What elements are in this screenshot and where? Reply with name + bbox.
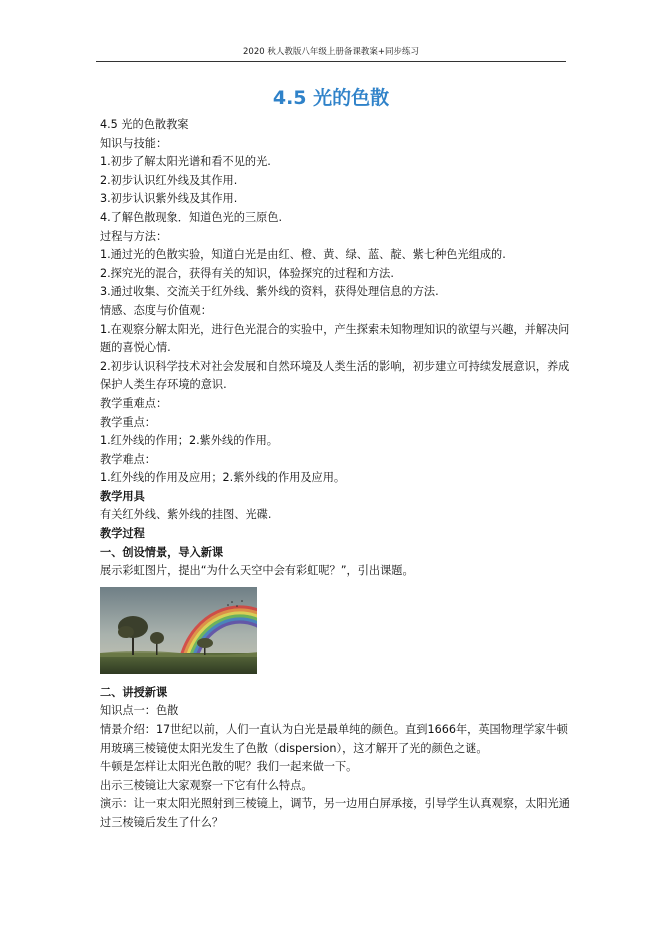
objective-item: 4.了解色散现象．知道色光的三原色. [100,210,283,224]
process-text: 展示彩虹图片，提出“为什么天空中会有彩虹呢？”，引出课题。 [100,564,414,578]
key-points-subheading: 教学重点： [100,415,156,429]
page-header: 2020 秋人教版八年级上册备课教案+同步练习 [243,47,419,57]
teach-line: 牛顿是怎样让太阳光色散的呢？我们一起来做一下。 [100,760,358,774]
objective-item: 3.初步认识紫外线及其作用. [100,192,238,206]
objective-heading-knowledge: 知识与技能： [100,136,168,150]
objective-item: 1.在观察分解太阳光，进行色光混合的实验中，产生探索未知物理知识的欲望与兴趣，并解决问题的喜悦心情. [100,322,570,355]
teach-line: 出示三棱镜让大家观察一下它有什么特点。 [100,778,313,792]
rainbow-photo [100,587,257,674]
objective-item: 2.探究光的混合，获得有关的知识，体验探究的过程和方法. [100,266,394,280]
process-heading: 教学过程 [100,527,145,541]
lesson-plan-title: 4.5 光的色散教案 [100,118,189,131]
process-subheading: 一、创设情景，导入新课 [100,545,224,559]
objective-heading-attitude: 情感、态度与价值观： [100,303,212,317]
objective-item: 2.初步认识红外线及其作用. [100,173,238,187]
tools-heading: 教学用具 [100,489,145,503]
objective-item: 3.通过收集、交流关于红外线、紫外线的资料，获得处理信息的方法. [100,285,439,299]
difficult-points-subheading: 教学难点： [100,452,156,466]
teach-heading: 二、讲授新课 [100,685,168,699]
document-body [100,116,570,833]
page-title: 4.5 光的色散 [272,87,390,109]
objective-heading-process: 过程与方法： [100,229,168,243]
objective-item: 1.通过光的色散实验，知道白光是由红、橙、黄、绿、蓝、靛、紫七种色光组成的. [100,248,506,262]
teach-line: 知识点一：色散 [100,704,179,718]
key-points-item: 1.红外线的作用；2.紫外线的作用。 [100,434,278,448]
header-divider [96,61,566,62]
teach-line: 演示：让一束太阳光照射到三棱镜上，调节，另一边用白屏承接，引导学生认真观察，太阳光通过三棱镜后发生了什么？ [100,797,570,829]
difficult-points-item: 1.红外线的作用及应用；2.紫外线的作用及应用。 [100,471,346,485]
key-points-heading: 教学重难点： [100,396,168,410]
teach-line: 情景介绍：17世纪以前，人们一直认为白光是最单纯的颜色。直到1666年，英国物理学家牛顿用玻璃三棱镜使太阳光发生了色散（dispersion），这才解开了光的颜色之谜。 [100,723,568,755]
objective-item: 1.初步了解太阳光谱和看不见的光. [100,155,271,169]
objective-item: 2.初步认识科学技术对社会发展和自然环境及人类生活的影响，初步建立可持续发展意识，养成保护人类生存环境的意识. [100,359,570,392]
tools-text: 有关红外线、紫外线的挂图、光碟. [100,508,272,522]
